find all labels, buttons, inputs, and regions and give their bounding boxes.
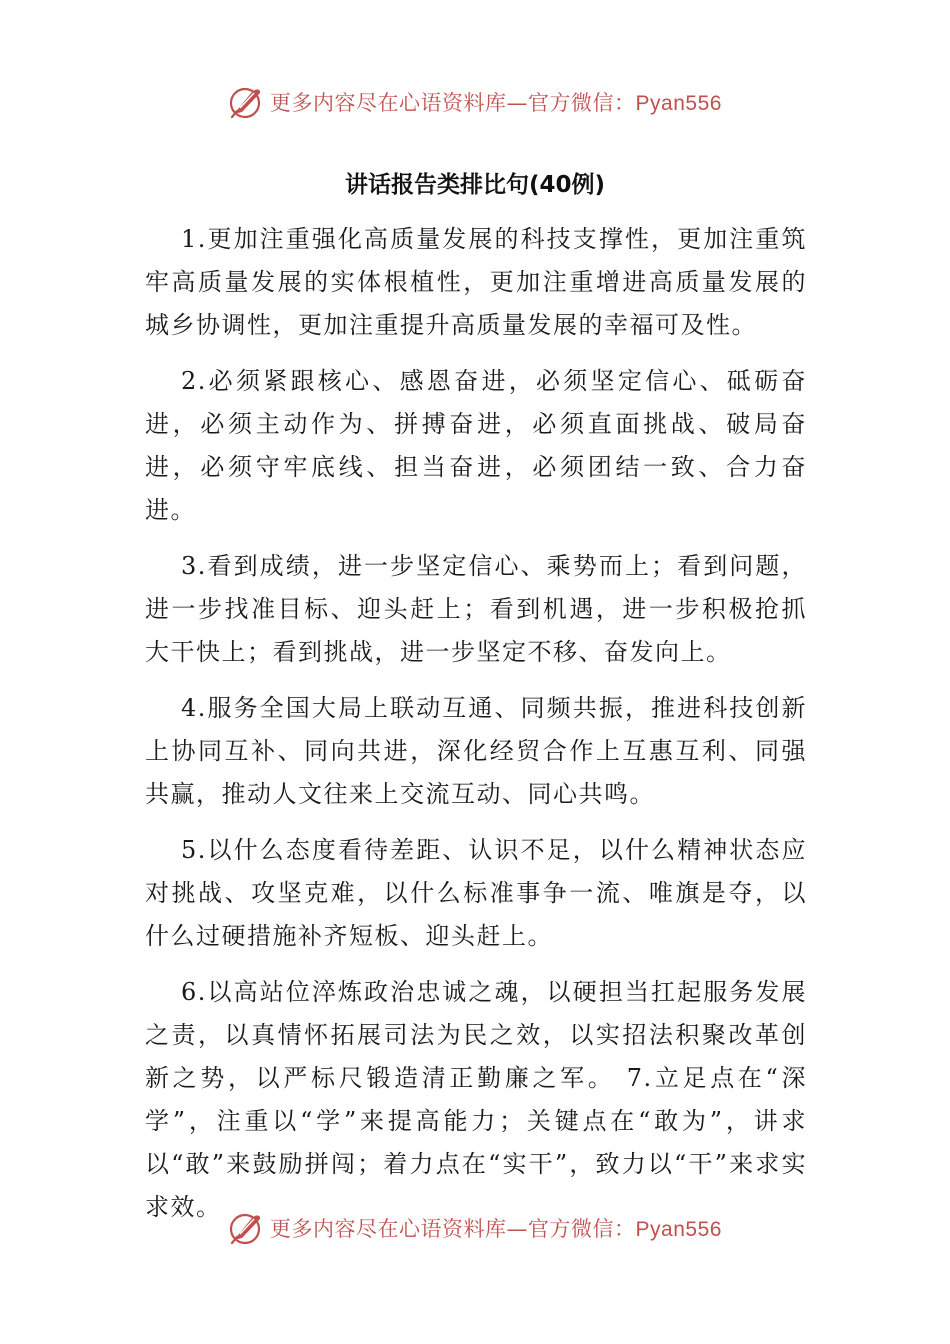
footer-banner-text: 更多内容尽在心语资料库—官方微信：Pyan556 xyxy=(270,1217,722,1241)
document-body xyxy=(145,218,807,1242)
document-title: 讲话报告类排比句(40例) xyxy=(344,172,606,198)
quill-pen-logo-icon xyxy=(228,1210,264,1246)
quill-pen-logo-icon xyxy=(228,84,264,120)
footer-banner xyxy=(0,1208,950,1248)
paragraph-3: 3.看到成绩，进一步坚定信心、乘势而上；看到问题，进一步找准目标、迎头赶上；看到机遇，进一步积极抢抓大干快上；看到挑战，进一步坚定不移、奋发向上。 xyxy=(145,552,807,666)
paragraph-6-7: 6.以高站位淬炼政治忠诚之魂，以硬担当扛起服务发展之责，以真情怀拓展司法为民之效，以实招法积聚改革创新之势，以严标尺锻造清正勤廉之军。 7.立足点在“深学”，注重以“学”来提高能力；关键点在“敢为”，讲求以“敢”来鼓励拼闯；着力点在“实干”，致力以“干”来求实求效。 xyxy=(145,978,807,1221)
header-banner xyxy=(0,82,950,122)
header-banner-text: 更多内容尽在心语资料库—官方微信：Pyan556 xyxy=(270,91,722,115)
paragraph-5: 5.以什么态度看待差距、认识不足，以什么精神状态应对挑战、攻坚克难，以什么标准事争一流、唯旗是夺，以什么过硬措施补齐短板、迎头赶上。 xyxy=(145,836,807,950)
paragraph-4: 4.服务全国大局上联动互通、同频共振，推进科技创新上协同互补、同向共进，深化经贸合作上互惠互利、同强共赢，推动人文往来上交流互动、同心共鸣。 xyxy=(145,694,807,808)
paragraph-1: 1.更加注重强化高质量发展的科技支撑性，更加注重筑牢高质量发展的实体根植性，更加注重增进高质量发展的城乡协调性，更加注重提升高质量发展的幸福可及性。 xyxy=(145,225,807,339)
paragraph-2: 2.必须紧跟核心、感恩奋进，必须坚定信心、砥砺奋进，必须主动作为、拼搏奋进，必须直面挑战、破局奋进，必须守牢底线、担当奋进，必须团结一致、合力奋进。 xyxy=(145,367,807,524)
